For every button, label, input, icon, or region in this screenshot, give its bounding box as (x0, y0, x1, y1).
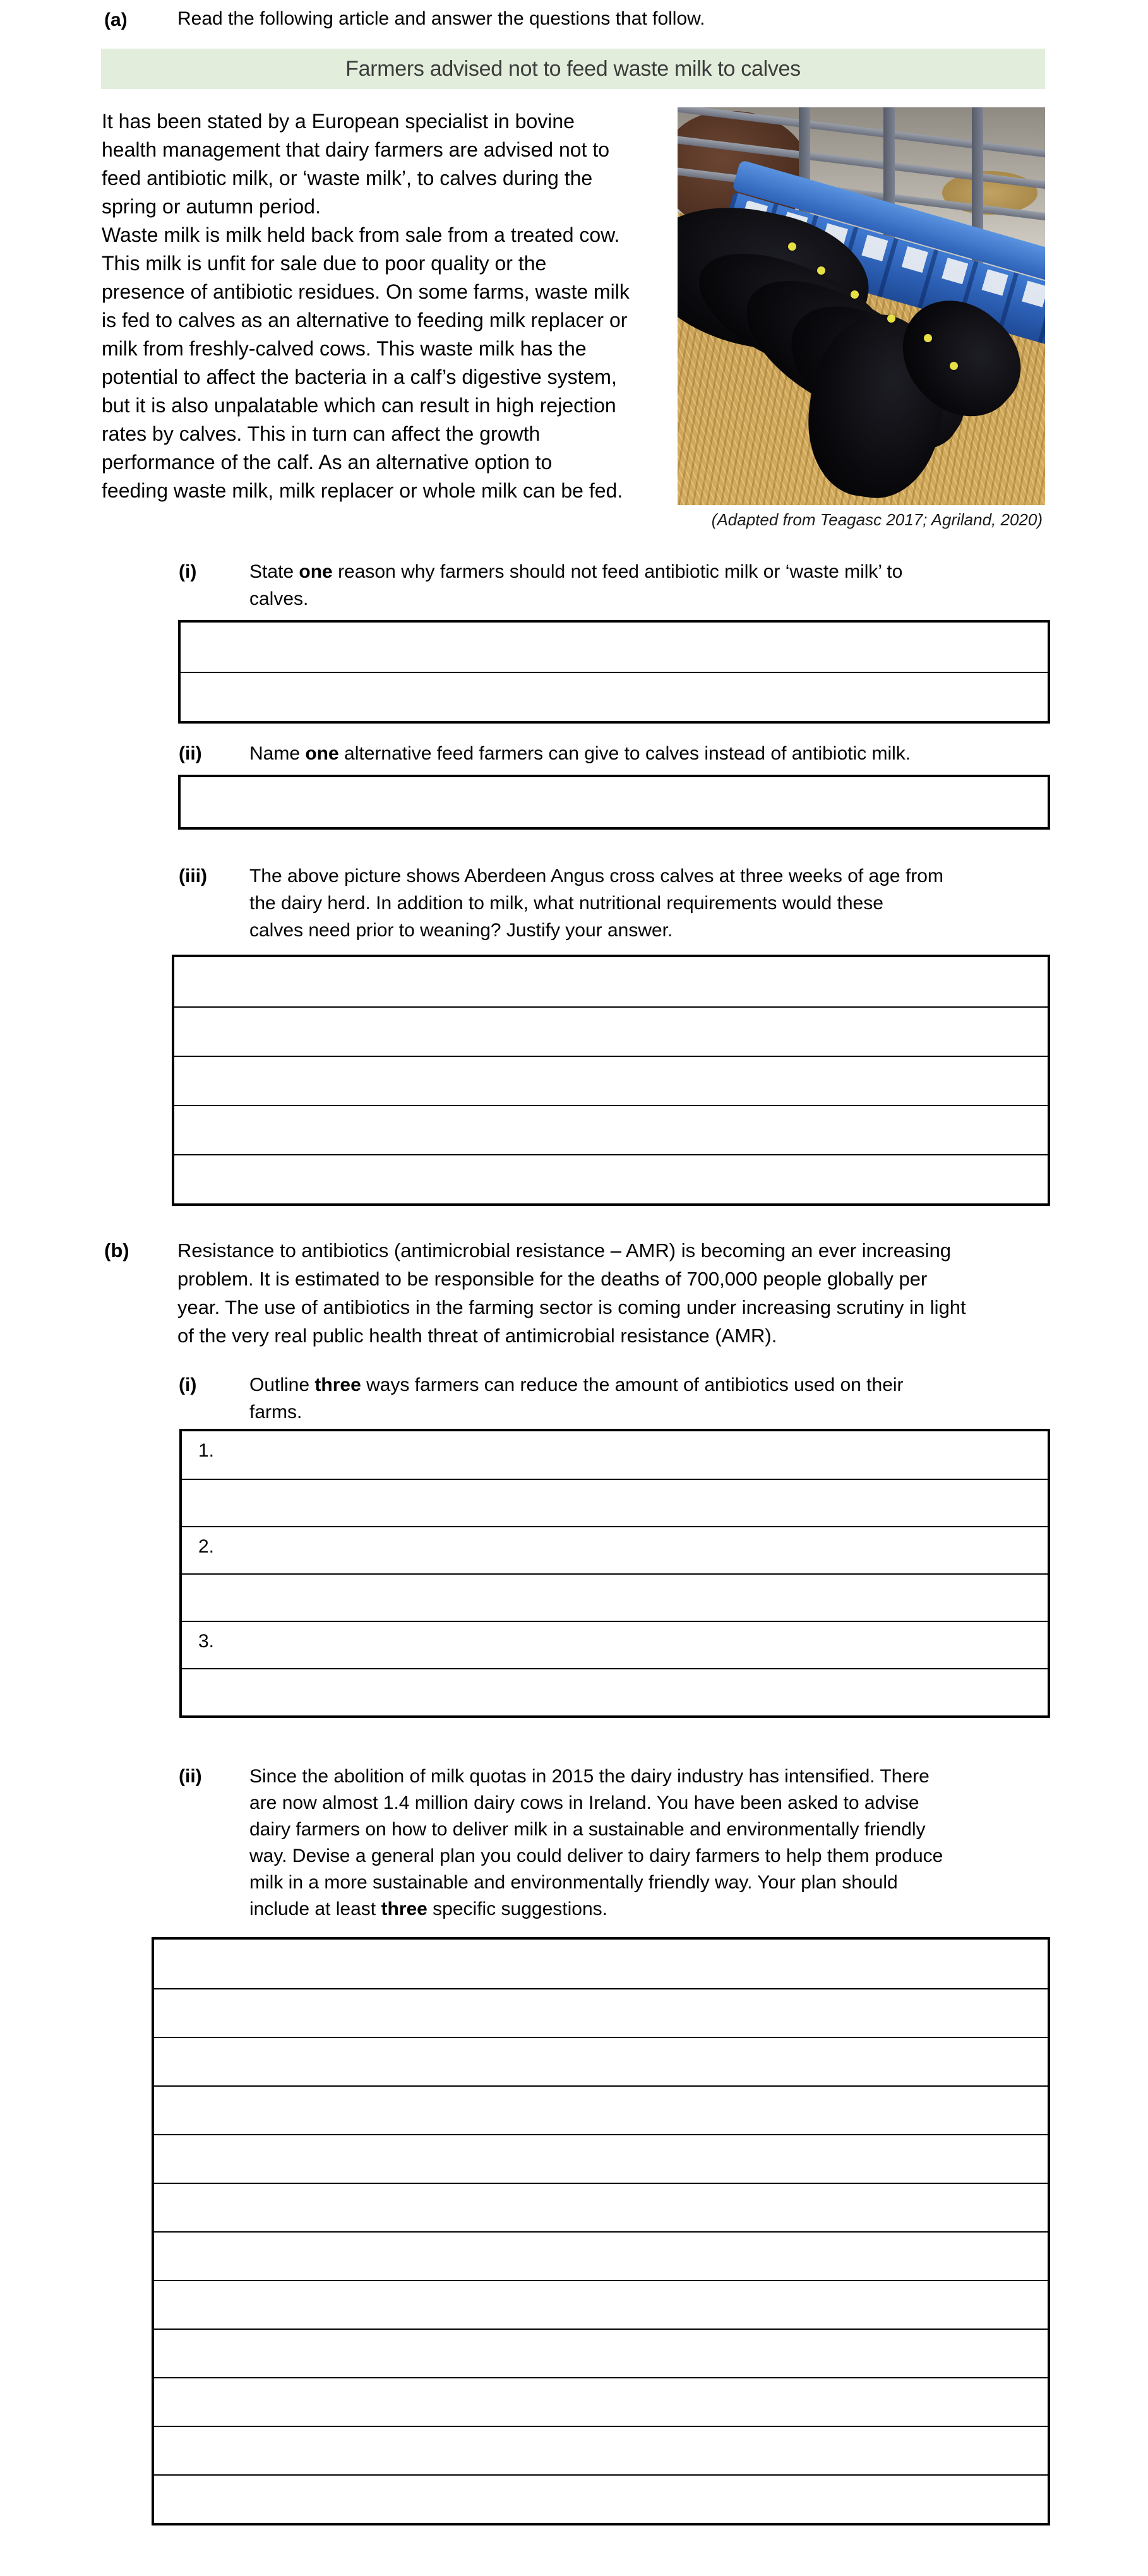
answer-row[interactable]: 1. (198, 1440, 215, 1461)
answer-row[interactable] (154, 1988, 1048, 2037)
question-a-i-text (249, 558, 902, 612)
answer-row[interactable] (154, 2280, 1048, 2329)
answer-row[interactable] (154, 2134, 1048, 2183)
photo-ear-tag (950, 362, 958, 370)
text-line: the dairy herd. In addition to milk, what nutritional requirements would these (249, 893, 883, 914)
answer-row[interactable] (182, 1573, 1048, 1621)
answer-row[interactable]: 3. (182, 1621, 1048, 1668)
part-b-label: (b) (104, 1239, 129, 1261)
text-line: dairy farmers on how to deliver milk in a sustainable and environmentally friendly (249, 1819, 926, 1840)
text-line: Since the abolition of milk quotas in 2015 the dairy industry has intensified. There (249, 1766, 930, 1787)
answer-row[interactable] (154, 1940, 1048, 1988)
answer-box-a-iii (172, 955, 1050, 1206)
photo-ear-tag (924, 334, 932, 342)
photo-ear-tag (851, 290, 859, 299)
answer-row[interactable] (181, 623, 1048, 672)
answer-row[interactable] (174, 1006, 1048, 1056)
part-b-intro (177, 1236, 1061, 1350)
answer-row[interactable] (154, 2085, 1048, 2134)
answer-box-b-ii (152, 1937, 1050, 2525)
text-line: potential to affect the bacteria in a calf’s digestive system, (102, 366, 617, 388)
article-body (102, 107, 678, 505)
text-line: Name one alternative feed farmers can give to calves instead of antibiotic milk. (249, 743, 911, 764)
text-line: of the very real public health threat of antimicrobial resistance (AMR). (177, 1325, 777, 1347)
question-b-ii-label: (ii) (179, 1766, 202, 1787)
text-line: presence of antibiotic residues. On some farms, waste milk (102, 280, 630, 303)
question-a-ii-label: (ii) (179, 743, 202, 764)
question-b-i-label: (i) (179, 1374, 197, 1395)
text-line: year. The use of antibiotics in the farming sector is coming under increasing scrutiny in light (177, 1296, 966, 1318)
text-line: spring or autumn period. (102, 195, 321, 218)
answer-box-a-i (178, 620, 1050, 724)
answer-row[interactable] (174, 1154, 1048, 1203)
photo-ear-tag (788, 242, 796, 251)
answer-row[interactable] (182, 1668, 1048, 1715)
question-a-ii-text (249, 740, 911, 767)
answer-row[interactable] (154, 2183, 1048, 2231)
text-line: The above picture shows Aberdeen Angus cross calves at three weeks of age from (249, 866, 943, 886)
text-line: health management that dairy farmers are advised not to (102, 138, 609, 161)
answer-row[interactable] (154, 2329, 1048, 2377)
text-line: performance of the calf. As an alternative option to (102, 451, 553, 474)
answer-row[interactable] (174, 1056, 1048, 1105)
answer-row[interactable] (181, 777, 1048, 827)
text-line: feeding waste milk, milk replacer or whole milk can be fed. (102, 479, 623, 502)
text-line: Waste milk is milk held back from sale from a treated cow. (102, 224, 620, 246)
text-line: are now almost 1.4 million dairy cows in Ireland. You have been asked to advise (249, 1792, 919, 1813)
question-a-i-label: (i) (179, 561, 197, 582)
text-line: calves need prior to weaning? Justify your answer. (249, 920, 673, 941)
answer-row[interactable] (154, 2474, 1048, 2523)
text-line: feed antibiotic milk, or ‘waste milk’, to calves during the (102, 167, 593, 189)
text-line: milk from freshly-calved cows. This waste milk has the (102, 337, 587, 360)
text-line: milk in a more sustainable and environmentally friendly way. Your plan should (249, 1872, 898, 1893)
answer-row[interactable] (174, 957, 1048, 1006)
answer-box-b-i (179, 1429, 1050, 1718)
text-line: It has been stated by a European specialist in bovine (102, 110, 575, 133)
question-b-i-text (249, 1371, 904, 1426)
text-line: but it is also unpalatable which can result in high rejection (102, 394, 616, 417)
text-line: problem. It is estimated to be responsible for the deaths of 700,000 people globally per (177, 1268, 928, 1290)
text-line: way. Devise a general plan you could deliver to dairy farmers to help them produce (249, 1846, 943, 1866)
answer-row[interactable] (182, 1479, 1048, 1526)
text-line: include at least three specific suggestions. (249, 1899, 607, 1919)
answer-row[interactable] (154, 2231, 1048, 2280)
answer-row[interactable] (154, 2426, 1048, 2474)
text-line: Outline three ways farmers can reduce the amount of antibiotics used on their (249, 1374, 904, 1395)
answer-row[interactable] (181, 672, 1048, 721)
text-line: State one reason why farmers should not feed antibiotic milk or ‘waste milk’ to (249, 561, 903, 582)
answer-row[interactable] (154, 2037, 1048, 2085)
article-title-banner (101, 49, 1045, 89)
text-line: farms. (249, 1402, 302, 1422)
part-a-label: (a) (104, 9, 128, 30)
question-a-iii-text (249, 862, 943, 944)
text-line: calves. (249, 588, 309, 609)
answer-row[interactable] (174, 1105, 1048, 1154)
photo-ear-tag (887, 314, 895, 323)
question-a-iii-label: (iii) (179, 866, 207, 886)
text-line: This milk is unfit for sale due to poor quality or the (102, 252, 547, 275)
article-title: Farmers advised not to feed waste milk to calves (345, 57, 801, 81)
text-line: is fed to calves as an alternative to feeding milk replacer or (102, 309, 628, 331)
calves-photo (678, 107, 1045, 505)
part-a-instruction: Read the following article and answer the questions that follow. (177, 8, 705, 29)
answer-row[interactable]: 2. (182, 1526, 1048, 1573)
question-b-ii-text (249, 1763, 943, 1923)
answer-row[interactable] (154, 2377, 1048, 2426)
text-line: Resistance to antibiotics (antimicrobial resistance – AMR) is becoming an ever increasing (177, 1239, 952, 1261)
photo-caption: (Adapted from Teagasc 2017; Agriland, 2020) (711, 510, 1043, 529)
text-line: rates by calves. This in turn can affect the growth (102, 422, 541, 445)
answer-box-a-ii (178, 775, 1050, 830)
